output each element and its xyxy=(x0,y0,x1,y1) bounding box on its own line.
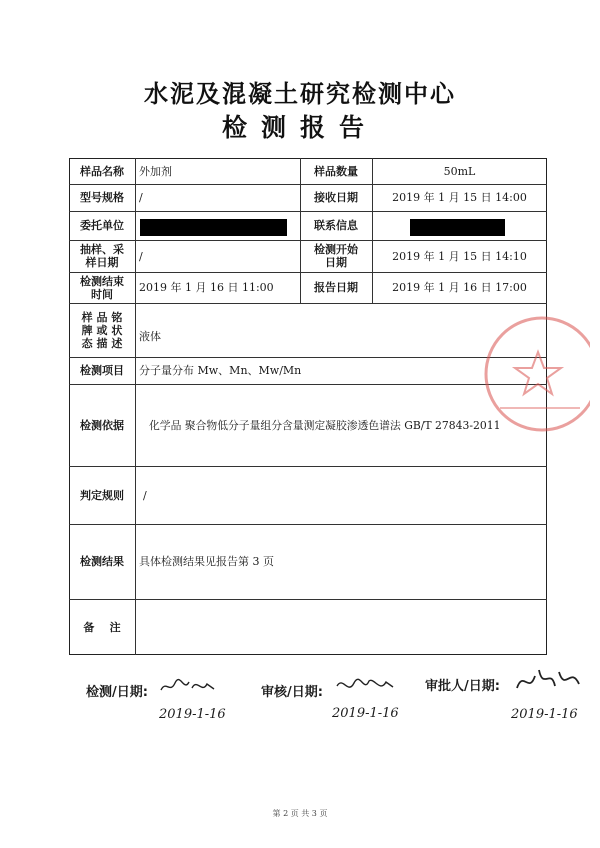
value-test-end: 2019 年 1 月 16 日 11:00 xyxy=(139,281,274,294)
value-test-basis: 化学品 聚合物低分子量组分含量测定凝胶渗透色谱法 GB/T 27843-2011 xyxy=(149,418,501,432)
report-title: 检测报告 xyxy=(221,113,378,142)
label-judgment-rule: 判定规则 xyxy=(80,488,124,502)
label-test-item: 检测项目 xyxy=(80,364,124,377)
label-report-date: 报告日期 xyxy=(314,281,358,294)
value-sample-name: 外加剂 xyxy=(139,164,172,178)
page-number: 第 2 页 共 3 页 xyxy=(272,809,328,818)
tester-signature-label: 检测/日期: xyxy=(86,685,148,700)
contact-redaction xyxy=(410,219,505,236)
value-report-date: 2019 年 1 月 16 日 17:00 xyxy=(392,281,527,294)
label-sampling-date xyxy=(69,240,135,272)
approver-date: 2019-1-16 xyxy=(511,707,578,722)
label-sample-description-line2: 牌 或 状 xyxy=(81,323,123,337)
label-client: 委托单位 xyxy=(80,219,124,232)
label-test-end-line1: 检测结束 xyxy=(80,274,124,288)
label-receive-date: 接收日期 xyxy=(314,191,358,204)
organization-title: 水泥及混凝土研究检测中心 xyxy=(144,79,456,108)
tester-handwritten-signature xyxy=(158,674,218,698)
label-sample-name: 样品名称 xyxy=(80,164,124,178)
official-seal-stamp xyxy=(480,312,590,442)
label-sample-quantity: 样品数量 xyxy=(314,164,358,178)
label-sample-description xyxy=(69,303,135,357)
value-sample-quantity: 50mL xyxy=(443,164,476,178)
value-test-item: 分子量分布 Mw、Mn、Mw/Mn xyxy=(139,364,302,377)
tester-date: 2019-1-16 xyxy=(159,707,226,722)
label-test-start-line2: 日期 xyxy=(325,256,347,269)
value-remarks xyxy=(135,599,547,655)
label-remarks: 备 注 xyxy=(83,620,121,634)
label-sample-description-line3: 态 描 述 xyxy=(81,336,123,350)
label-sample-description-line1: 样 品 铭 xyxy=(81,310,123,324)
value-judgment-rule: / xyxy=(143,488,147,502)
reviewer-handwritten-signature xyxy=(334,673,396,697)
label-test-start xyxy=(300,240,372,272)
value-model: / xyxy=(139,191,143,204)
reviewer-signature-label: 审核/日期: xyxy=(261,685,323,700)
client-redaction xyxy=(140,219,287,236)
label-sampling-date-line2: 样日期 xyxy=(85,256,119,269)
label-contact: 联系信息 xyxy=(314,219,358,232)
approver-handwritten-signature xyxy=(513,662,583,700)
label-test-start-line1: 检测开始 xyxy=(314,243,358,256)
label-test-result: 检测结果 xyxy=(80,555,124,568)
value-receive-date: 2019 年 1 月 15 日 14:00 xyxy=(392,191,527,204)
label-sampling-date-line1: 抽样、采 xyxy=(80,243,124,256)
value-sample-description: 液体 xyxy=(139,329,161,343)
reviewer-date: 2019-1-16 xyxy=(332,706,399,721)
label-test-end-line2: 时间 xyxy=(91,287,113,301)
value-sampling-date: / xyxy=(139,249,143,263)
label-model: 型号规格 xyxy=(80,191,124,204)
label-test-end xyxy=(69,272,135,303)
value-test-result: 具体检测结果见报告第 3 页 xyxy=(139,555,274,568)
value-test-start: 2019 年 1 月 15 日 14:10 xyxy=(392,249,527,263)
approver-signature-label: 审批人/日期: xyxy=(425,679,500,694)
label-test-basis: 检测依据 xyxy=(80,418,124,432)
